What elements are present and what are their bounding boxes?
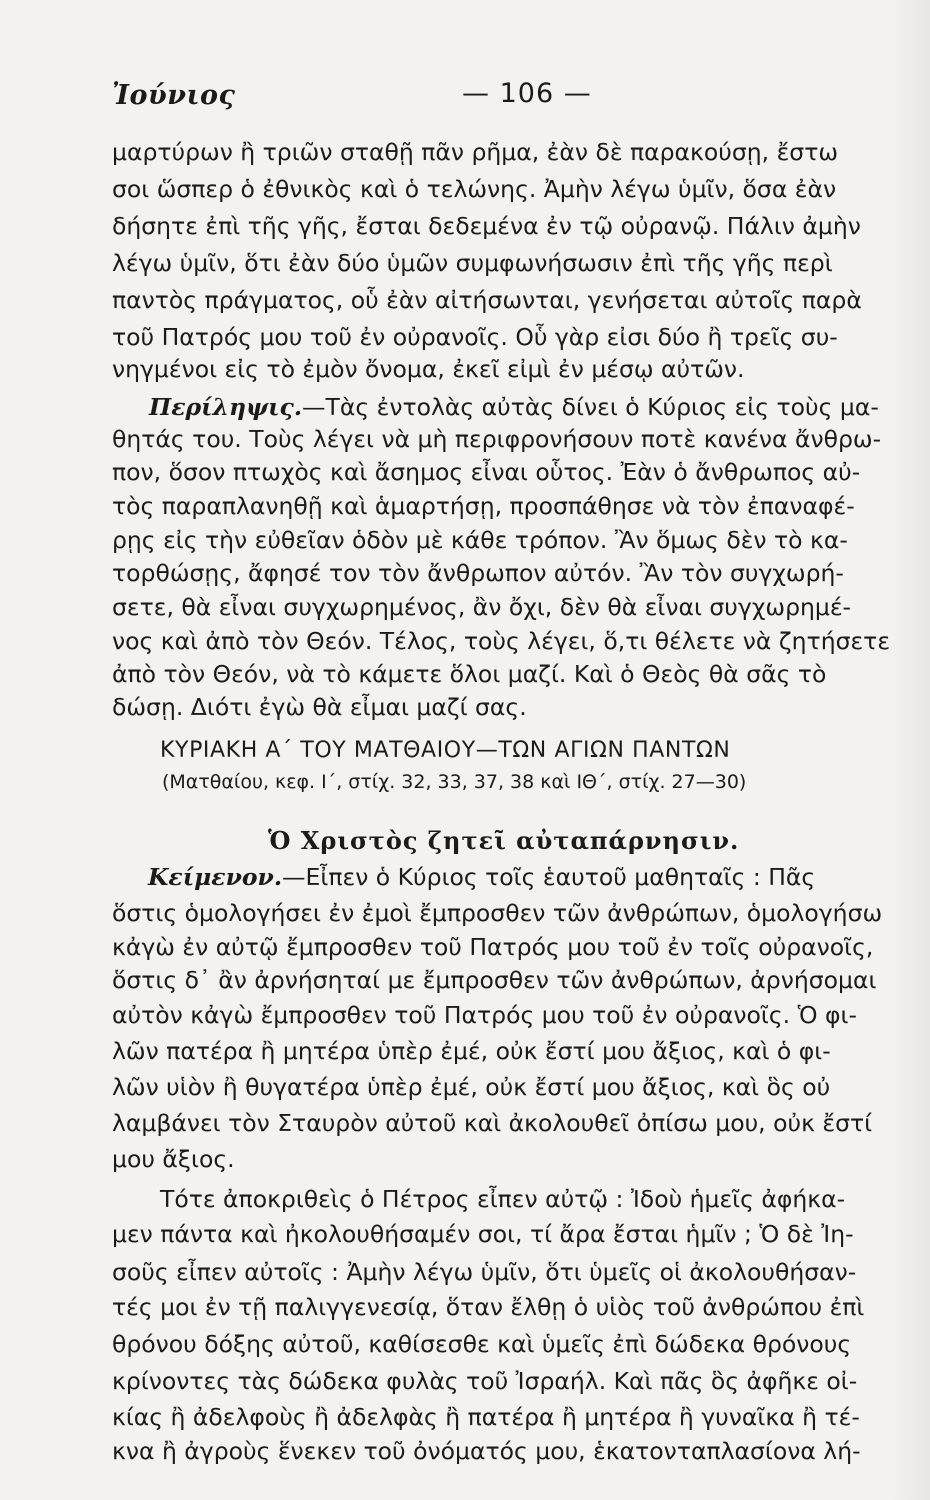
text-line: πον, ὅσον πτωχὸς καὶ ἄσημος εἶναι οὗτος. Ἐὰν ὁ ἄνθρωπος αὐ-	[112, 458, 861, 486]
text-line: κἀγὼ ἐν αὐτῷ ἔμπροσθεν τοῦ Πατρός μου τοῦ ἐν τοῖς οὐρανοῖς,	[112, 933, 874, 961]
text-line: αὐτὸν κἀγὼ ἔμπροσθεν τοῦ Πατρός μου τοῦ ἐν οὐρανοῖς. Ὁ φι-	[112, 1001, 857, 1029]
text-line: μεν πάντα καὶ ἠκολουθήσαμέν σοι, τί ἄρα ἔσται ἡμῖν ; Ὁ δὲ Ἰη-	[112, 1220, 854, 1248]
summary-lead: Περίληψις.	[149, 393, 303, 421]
text-first-line-rest: —Εἶπεν ὁ Κύριος τοῖς ἑαυτοῦ μαθηταῖς : Πᾶς	[282, 863, 816, 891]
text-line: λαμβάνει τὸν Σταυρὸν αὐτοῦ καὶ ἀκολουθεῖ ὀπίσω μου, οὐκ ἔστί	[112, 1109, 873, 1137]
sunday-heading: ΚΥΡΙΑΚΗ Α΄ ΤΟΥ ΜΑΤΘΑΙΟΥ—ΤΩΝ ΑΓΙΩΝ ΠΑΝΤΩΝ	[160, 738, 731, 763]
text-line: κρίνοντες τὰς δώδεκα φυλὰς τοῦ Ἰσραήλ. Καὶ πᾶς ὃς ἀφῆκε οἰ-	[112, 1367, 858, 1395]
text-line: σετε, θὰ εἶναι συγχωρημένος, ἂν ὄχι, δὲν θὰ εἶναι συγχωρημέ-	[112, 593, 852, 621]
text-line: μου ἄξιος.	[112, 1145, 235, 1173]
text-line: νηγμένοι εἰς τὸ ἐμὸν ὄνομα, ἐκεῖ εἰμὶ ἐν μέσῳ αὐτῶν.	[112, 355, 745, 383]
running-head	[112, 78, 878, 118]
scripture-reference: (Ματθαίου, κεφ. Ι΄, στίχ. 32, 33, 37, 38 καὶ ΙΘ΄, στίχ. 27—30)	[162, 771, 747, 793]
section-subtitle: Ὁ Χριστὸς ζητεῖ αὐταπάρνησιν.	[268, 826, 740, 855]
text-line: παντὸς πράγματος, οὗ ἐὰν αἰτήσωνται, γενήσεται αὐτοῖς παρὰ	[112, 286, 862, 314]
text-line: κνα ἢ ἀγροὺς ἕνεκεν τοῦ ὀνόματός μου, ἑκατονταπλασίονα λή-	[112, 1437, 861, 1465]
text-line: ρῃς εἰς τὴν εὐθεῖαν ὁδὸν μὲ κάθε τρόπον. Ἂν ὅμως δὲν τὸ κα-	[112, 526, 848, 554]
text-line: θητάς του. Τοὺς λέγει νὰ μὴ περιφρονήσουν ποτὲ κανένα ἄνθρω-	[112, 425, 882, 453]
text-line: ὅστις δ᾿ ἂν ἀρνήσηταί με ἔμπροσθεν τῶν ἀνθρώπων, ἀρνήσομαι	[112, 966, 877, 994]
text-lead: Κείμενον.	[148, 863, 283, 891]
text-line: τές μοι ἐν τῇ παλιγγενεσίᾳ, ὅταν ἔλθῃ ὁ υἱὸς τοῦ ἀνθρώπου ἐπὶ	[112, 1293, 865, 1321]
text-line: νος καὶ ἀπὸ τὸν Θεόν. Τέλος, τοὺς λέγει, ὅ,τι θέλετε νὰ ζητήσετε	[112, 627, 891, 655]
text-line: τορθώσῃς, ἄφησέ τον τὸν ἄνθρωπον αὐτόν. Ἂν τὸν συγχωρή-	[112, 559, 844, 587]
text-line: ὅστις ὁμολογήσει ἐν ἐμοὶ ἔμπροσθεν τῶν ἀνθρώπων, ὁμολογήσω	[112, 899, 883, 927]
text-line: λῶν πατέρα ἢ μητέρα ὑπὲρ ἐμέ, οὐκ ἔστί μου ἄξιος, καὶ ὁ φι-	[112, 1037, 831, 1065]
text-line: δήσητε ἐπὶ τῆς γῆς, ἔσται δεδεμένα ἐν τῷ οὐρανῷ. Πάλιν ἀμὴν	[112, 212, 861, 240]
text-line: λῶν υἱὸν ἢ θυγατέρα ὑπὲρ ἐμέ, οὐκ ἔστί μου ἄξιος, καὶ ὃς οὐ	[112, 1073, 831, 1101]
text-line: τοῦ Πατρός μου τοῦ ἐν οὐρανοῖς. Οὗ γὰρ εἰσι δύο ἢ τρεῖς συ-	[112, 323, 838, 351]
page-number: — 106 —	[462, 78, 592, 109]
running-head-month: Ἰούνιος	[112, 80, 236, 111]
text-line: τὸς παραπλανηθῇ καὶ ἁμαρτήσῃ, προσπάθησε νὰ τὸν ἐπαναφέ-	[112, 492, 855, 520]
text-line: λέγω ὑμῖν, ὅτι ἐὰν δύο ὑμῶν συμφωνήσωσιν ἐπὶ τῆς γῆς περὶ	[112, 249, 833, 277]
text-line: Τότε ἀποκριθεὶς ὁ Πέτρος εἶπεν αὐτῷ : Ἰδοὺ ἡμεῖς ἀφήκα-	[160, 1185, 846, 1213]
summary-first-line	[149, 392, 879, 422]
text-line: κίας ἢ ἀδελφοὺς ἢ ἀδελφὰς ἢ πατέρα ἢ μητέρα ἢ γυναῖκα ἢ τέ-	[112, 1403, 860, 1431]
text-line: θρόνου δόξης αὐτοῦ, καθίσεσθε καὶ ὑμεῖς ἐπὶ δώδεκα θρόνους	[112, 1330, 852, 1358]
summary-first-line-text: —Τὰς ἐντολὰς αὐτὰς δίνει ὁ Κύριος εἰς τοὺς μα-	[302, 393, 879, 421]
text-line: ἀπὸ τὸν Θεόν, νὰ τὸ κάμετε ὅλοι μαζί. Καὶ ὁ Θεὸς θὰ σᾶς τὸ	[112, 660, 827, 688]
text-line: μαρτύρων ἢ τριῶν σταθῇ πᾶν ρῆμα, ἐὰν δὲ παρακούσῃ, ἔστω	[112, 138, 839, 166]
text-line: σοι ὥσπερ ὁ ἐθνικὸς καὶ ὁ τελώνης. Ἀμὴν λέγω ὑμῖν, ὅσα ἐὰν	[112, 175, 837, 203]
page-edge-shadow	[890, 0, 930, 1500]
text-line: δώσῃ. Διότι ἐγὼ θὰ εἶμαι μαζί σας.	[112, 693, 527, 721]
text-first-line	[148, 862, 815, 892]
text-line: σοῦς εἶπεν αὐτοῖς : Ἀμὴν λέγω ὑμῖν, ὅτι ὑμεῖς οἱ ἀκολουθήσαν-	[112, 1258, 857, 1286]
